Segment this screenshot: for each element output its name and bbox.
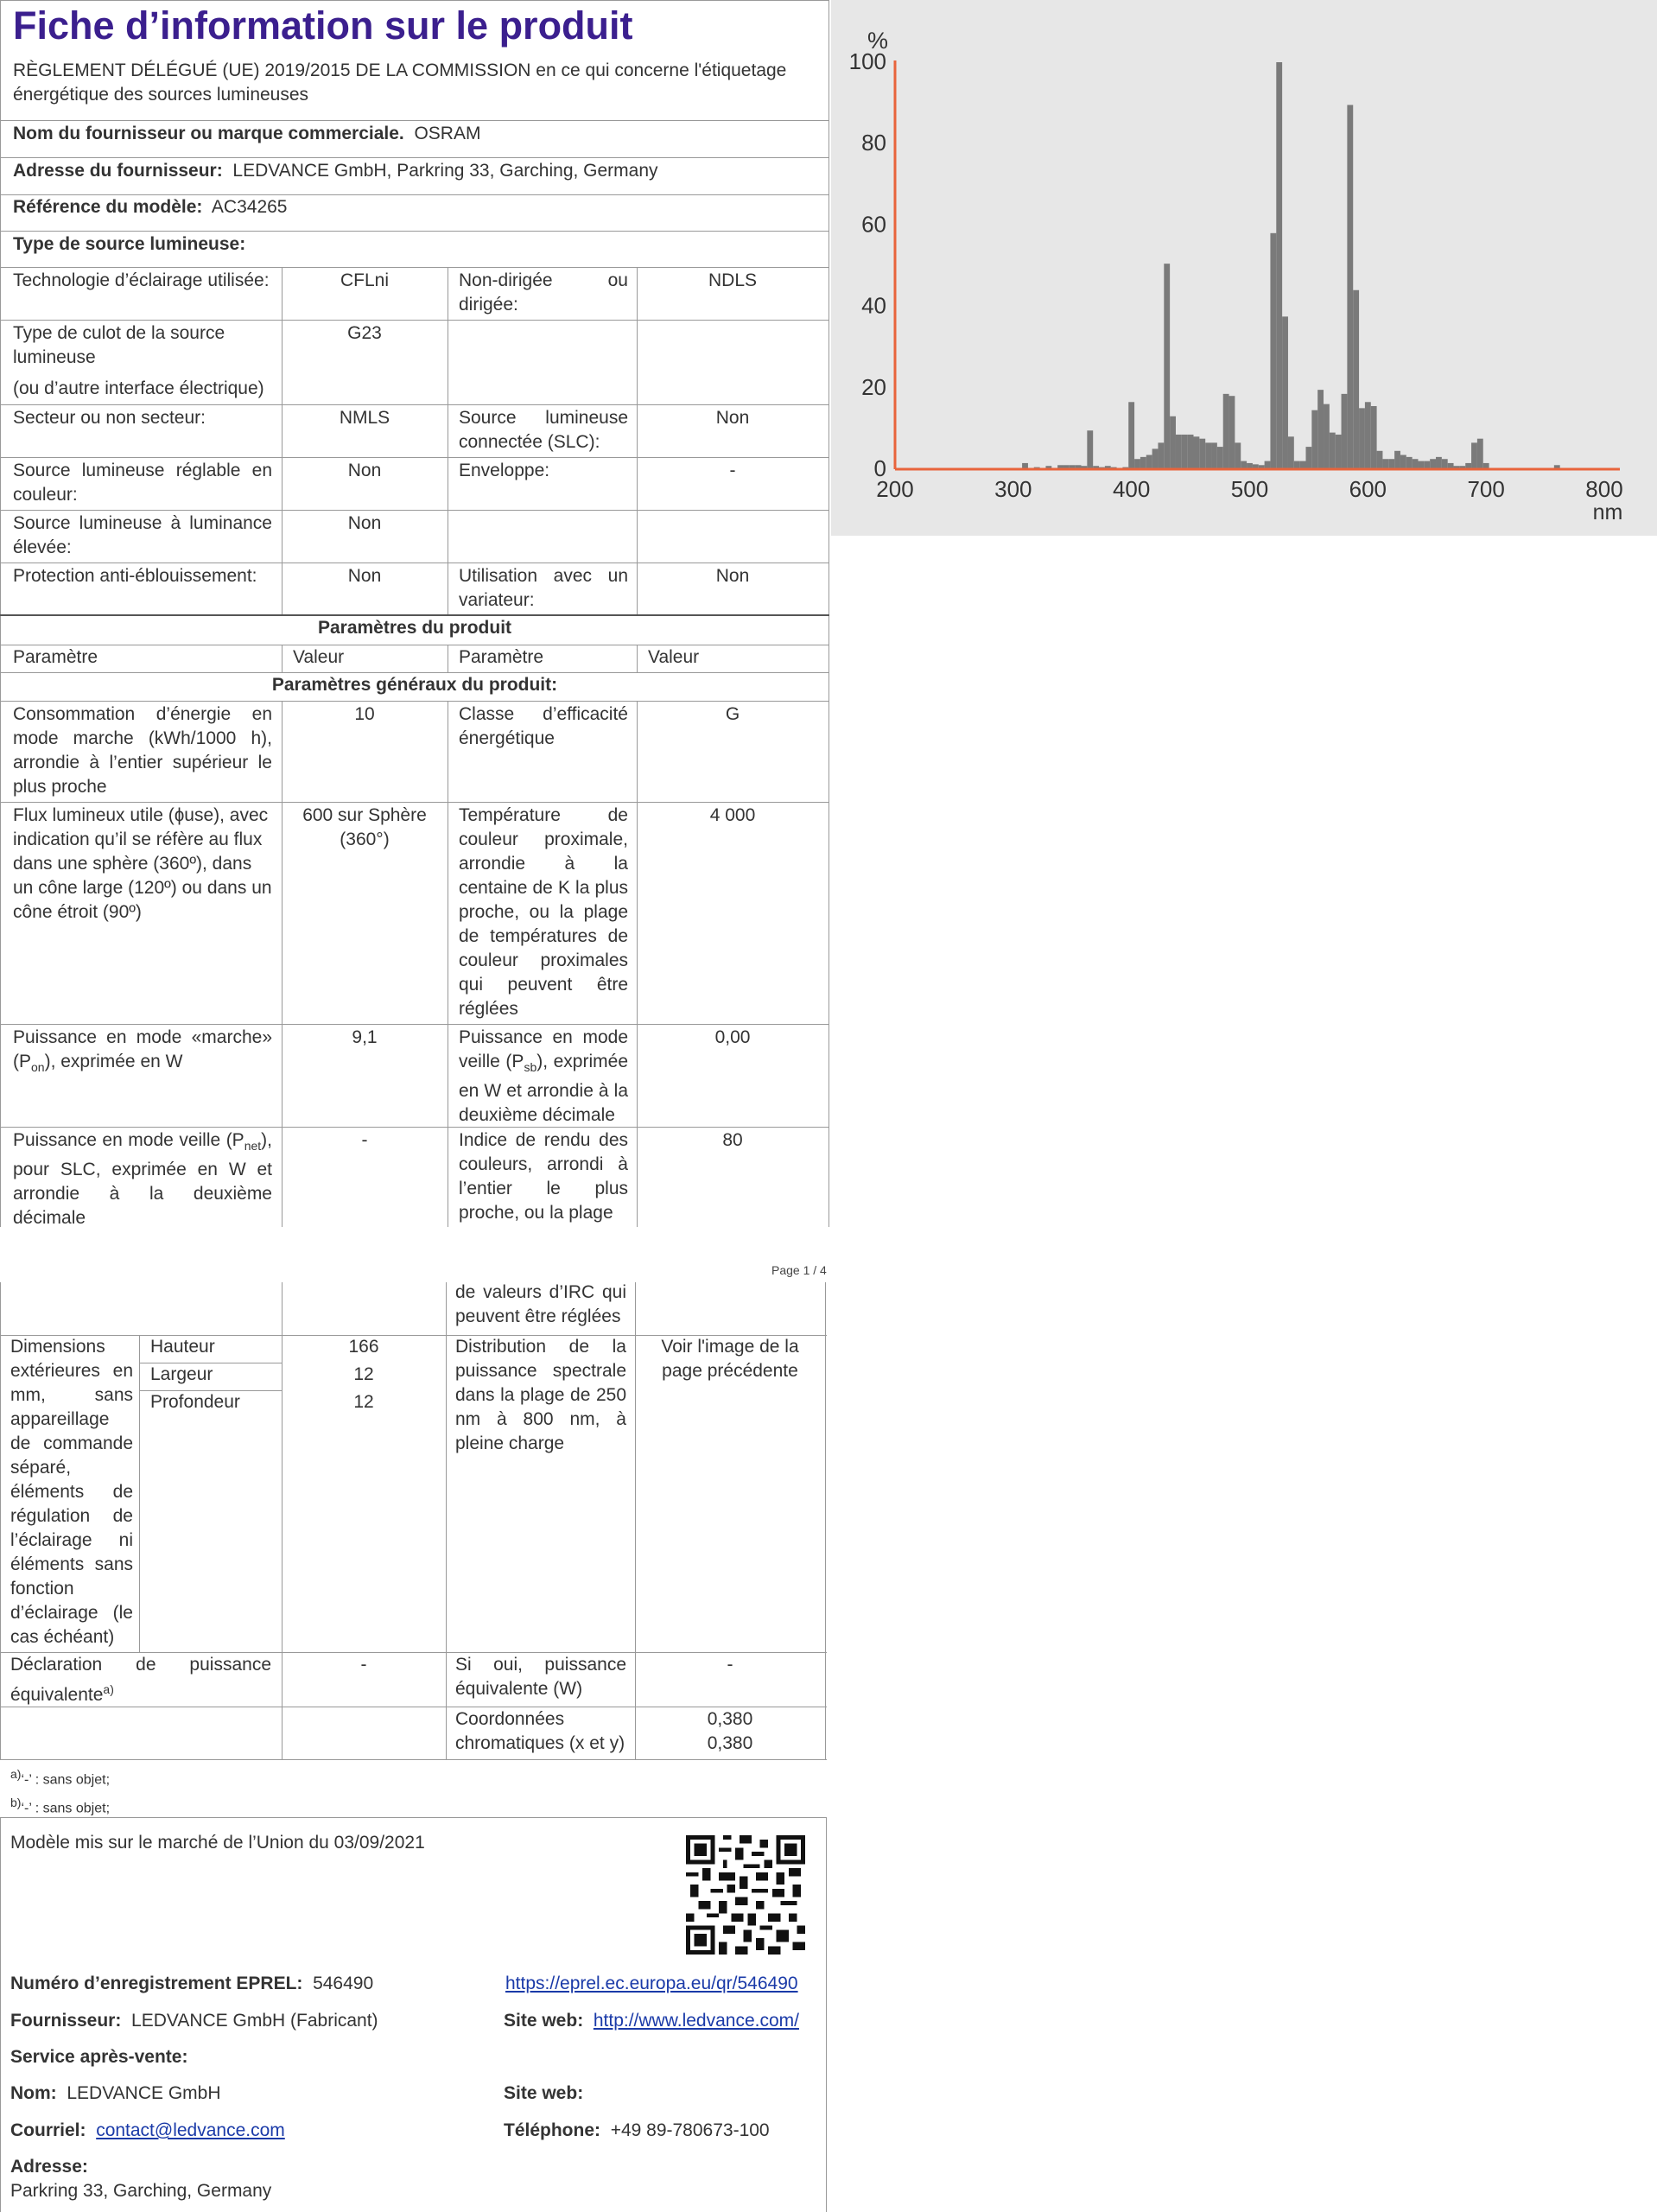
- supplier-name-label: Nom du fournisseur ou marque commerciale.: [13, 124, 404, 143]
- dimensions-label: Dimensions extérieures en mm, sans appareillage de commande séparé, éléments de régulation de l’éclairage ni éléments sans fonction d’éclairage (le cas échéant): [10, 1337, 133, 1647]
- x-tick-label: 400: [1112, 476, 1151, 502]
- depth-label: Profondeur: [150, 1392, 240, 1412]
- luminous-flux-label: Flux lumineux utile (ɸuse), avec indication qu’il se réfère au flux dans une sphère (360º), dans un cône large (120º) ou dans un cône étroit (90º): [13, 805, 272, 922]
- email-row: [10, 2119, 285, 2143]
- mains-value: NMLS: [339, 408, 390, 428]
- networked-standby-value: -: [361, 1130, 368, 1150]
- phone-label: Téléphone:: [504, 2120, 601, 2140]
- spectrum-bar: [1388, 459, 1394, 469]
- model-ref-label: Référence du modèle:: [13, 197, 203, 217]
- equivalent-power-label: Déclaration de puissance équivalente$^{a)}$: [10, 1655, 271, 1705]
- footnote-b: $^{b)}$‘-’ : sans objet;: [10, 1796, 111, 1816]
- spectrum-bar: [1176, 435, 1182, 469]
- spectrum-bar: [1205, 442, 1211, 469]
- directional-value: NDLS: [708, 270, 758, 290]
- qr-code: [686, 1835, 805, 1955]
- spectrum-bar: [1211, 442, 1217, 469]
- spectrum-bar: [1382, 459, 1388, 469]
- spectrum-bar: [1406, 457, 1413, 469]
- supplier-name-row: [13, 122, 480, 146]
- aftersales-heading: Service après-vente:: [10, 2047, 188, 2067]
- spectrum-bar: [1158, 442, 1164, 469]
- chromaticity-y: 0,380: [707, 1733, 753, 1753]
- service-name-value: LEDVANCE GmbH: [67, 2083, 221, 2103]
- spectrum-bar: [1288, 436, 1294, 469]
- energy-consumption-value: 10: [354, 704, 375, 724]
- light-source-type-heading: Type de source lumineuse:: [13, 234, 246, 254]
- mains-label: Secteur ou non secteur:: [13, 408, 206, 428]
- x-tick-label: 600: [1349, 476, 1387, 502]
- equivalent-watt-value: -: [727, 1655, 733, 1675]
- manufacturer-row: [10, 2009, 378, 2033]
- spectrum-bar: [1146, 455, 1152, 469]
- envelope-value: -: [729, 461, 736, 480]
- manufacturer-value: LEDVANCE GmbH (Fabricant): [131, 2011, 378, 2031]
- spectrum-bar: [1188, 435, 1194, 469]
- directional-label: Non-dirigée ou dirigée:: [459, 270, 628, 315]
- equivalent-power-value: -: [360, 1655, 367, 1675]
- high-luminance-value: Non: [347, 513, 382, 533]
- cri-value: 80: [722, 1130, 743, 1150]
- spectrum-bar: [1347, 105, 1353, 469]
- height-label: Hauteur: [150, 1337, 215, 1357]
- address-label: Adresse:: [10, 2157, 88, 2177]
- chromaticity-x: 0,380: [707, 1709, 753, 1729]
- networked-standby-label: Puissance en mode veille $(P_{net})$, pour SLC, exprimée en W et arrondie à la deuxième décimale: [13, 1130, 272, 1229]
- spectrum-bar: [1134, 459, 1140, 469]
- y-tick-label: 60: [861, 211, 886, 238]
- energy-consumption-label: Consommation d’énergie en mode marche (kWh/1000 h), arrondie à l’entier supérieur le plus proche: [13, 704, 272, 797]
- phone-row: [504, 2119, 770, 2143]
- title: Fiche d’information sur le produit: [13, 3, 633, 48]
- cap-type-label-2: (ou d’autre interface électrique): [13, 378, 264, 398]
- width-label: Largeur: [150, 1364, 213, 1384]
- spectrum-bar: [1330, 433, 1336, 469]
- y-tick-label: 20: [861, 373, 886, 400]
- service-name-label: Nom:: [10, 2083, 57, 2103]
- chromaticity-label: Coordonnées chromatiques (x et y): [455, 1709, 625, 1753]
- product-params-heading: Paramètres du produit: [317, 618, 512, 638]
- on-mode-power-value: 9,1: [352, 1027, 378, 1047]
- service-name-row: [10, 2082, 221, 2106]
- cct-value: 4 000: [709, 805, 756, 825]
- cap-type-value: G23: [347, 323, 382, 343]
- y-tick-label: 80: [861, 130, 886, 156]
- manufacturer-label: Fournisseur:: [10, 2011, 122, 2031]
- spectrum-bar: [1394, 451, 1400, 469]
- phone-value: +49 89-780673-100: [610, 2120, 770, 2140]
- col-header-value-1: Valeur: [293, 647, 345, 667]
- spectrum-bar: [1317, 390, 1324, 469]
- x-tick-label: 700: [1467, 476, 1505, 502]
- general-params-heading: Paramètres généraux du produit:: [271, 675, 558, 695]
- high-luminance-label: Source lumineuse à luminance élevée:: [13, 513, 272, 557]
- luminous-flux-value: 600 sur Sphère (360°): [302, 805, 427, 849]
- tunable-value: Non: [347, 461, 382, 480]
- spectrum-bar: [1311, 410, 1317, 469]
- model-ref-row: [13, 195, 288, 219]
- anti-glare-value: Non: [347, 566, 382, 586]
- y-tick-label: 40: [861, 292, 886, 319]
- cri-label: Indice de rendu des couleurs, arrondi à l’entier le plus proche, ou la plage: [459, 1130, 628, 1223]
- col-header-param-1: Paramètre: [13, 647, 98, 667]
- spectrum-bar: [1140, 457, 1146, 469]
- x-tick-label: 200: [876, 476, 914, 502]
- spectrum-bar: [1342, 394, 1348, 469]
- spectrum-bar: [1235, 442, 1241, 469]
- website-label: Site web:: [504, 2011, 584, 2031]
- email-link[interactable]: contact@ledvance.com: [96, 2120, 285, 2140]
- tech-value: CFLni: [340, 270, 390, 290]
- service-website-label: Site web:: [504, 2083, 584, 2103]
- spectrum-bar: [1436, 457, 1442, 469]
- tech-label: Technologie d’éclairage utilisée:: [13, 270, 270, 290]
- spectral-distribution-value: Voir l'image de la page précédente: [661, 1337, 799, 1381]
- y-tick-label: 0: [873, 455, 886, 481]
- spectrum-chart-panel: [831, 0, 1657, 536]
- col-header-value-2: Valeur: [648, 647, 700, 667]
- market-date: Modèle mis sur le marché de l’Union du 03/09/2021: [10, 1833, 425, 1853]
- eprel-label: Numéro d’enregistrement EPREL:: [10, 1974, 303, 1993]
- footnote-a: $^{a)}$‘-’ : sans objet;: [10, 1767, 111, 1788]
- spectrum-bar: [1128, 402, 1134, 469]
- spectrum-bar: [1371, 406, 1377, 469]
- spectrum-bar: [1477, 439, 1483, 469]
- efficiency-class-label: Classe d’efficacité énergétique: [459, 704, 628, 748]
- y-axis-label: %: [867, 28, 889, 54]
- supplier-address-label: Adresse du fournisseur:: [13, 161, 223, 181]
- tunable-label: Source lumineuse réglable en couleur:: [13, 461, 272, 505]
- spectrum-bar: [1087, 430, 1093, 469]
- supplier-address-value: LEDVANCE GmbH, Parkring 33, Garching, Germany: [232, 161, 658, 181]
- spectrum-bar: [1377, 451, 1383, 469]
- spectrum-bar: [1305, 447, 1311, 469]
- spectrum-bar: [1152, 448, 1159, 469]
- col-header-param-2: Paramètre: [459, 647, 544, 667]
- y-tick-label: 100: [848, 48, 886, 74]
- address-value: Parkring 33, Garching, Germany: [10, 2181, 272, 2201]
- dimmer-label: Utilisation avec un variateur:: [459, 566, 628, 610]
- cri-label-continued: de valeurs d’IRC qui peuvent être réglées: [455, 1282, 626, 1326]
- cap-type-label: Type de culot de la source lumineuse: [13, 323, 225, 367]
- spectrum-bar: [1164, 264, 1170, 469]
- standby-power-value: 0,00: [714, 1027, 751, 1047]
- spectrum-bar: [1270, 233, 1276, 469]
- spectrum-bar: [1336, 435, 1342, 469]
- cct-label: Température de couleur proximale, arrondie à la centaine de K la plus proche, ou la plage de températures de couleur proximales qui peuvent être réglées: [459, 805, 628, 1019]
- page-number: Page 1 / 4: [771, 1263, 827, 1277]
- connected-label: Source lumineuse connectée (SLC):: [459, 408, 628, 452]
- spectrum-bar: [1199, 439, 1205, 469]
- spectrum-bar: [1471, 442, 1477, 469]
- website-link[interactable]: http://www.ledvance.com/: [593, 2011, 799, 2031]
- spectrum-bar: [1413, 459, 1419, 469]
- dimmer-value: Non: [715, 566, 750, 586]
- supplier-name-value: OSRAM: [414, 124, 481, 143]
- spectrum-bar: [1217, 447, 1223, 469]
- spectrum-bar: [1229, 396, 1235, 469]
- spectrum-bar: [1359, 408, 1365, 469]
- model-ref-value: AC34265: [211, 197, 288, 217]
- spectrum-bar: [1400, 455, 1406, 469]
- eprel-value: 546490: [313, 1974, 374, 1993]
- height-value: 166: [348, 1337, 379, 1357]
- spectrum-bar: [1353, 290, 1359, 469]
- spectrum-bar: [1194, 436, 1200, 469]
- depth-value: 12: [353, 1392, 374, 1412]
- x-axis-label: nm: [1592, 500, 1623, 524]
- on-mode-power-label: Puissance en mode «marche» $(P_{on})$, exprimée en W: [13, 1027, 272, 1075]
- regulation-text: RÈGLEMENT DÉLÉGUÉ (UE) 2019/2015 DE LA COMMISSION en ce qui concerne l'étiquetage énergétique des sources lumineuses: [13, 60, 787, 105]
- spectrum-bar: [1276, 62, 1282, 469]
- email-label: Courriel:: [10, 2120, 86, 2140]
- spectrum-chart: [831, 0, 1657, 536]
- equivalent-watt-label: Si oui, puissance équivalente (W): [455, 1655, 626, 1699]
- spectrum-bar: [1170, 416, 1176, 469]
- width-value: 12: [353, 1364, 374, 1384]
- x-tick-label: 500: [1230, 476, 1269, 502]
- spectrum-bar: [1324, 404, 1330, 469]
- eprel-link[interactable]: https://eprel.ec.europa.eu/qr/546490: [505, 1974, 798, 1993]
- envelope-label: Enveloppe:: [459, 461, 550, 480]
- spectrum-bar: [1430, 459, 1436, 469]
- spectral-distribution-label: Distribution de la puissance spectrale dans la plage de 250 nm à 800 nm, à pleine charge: [455, 1337, 626, 1453]
- efficiency-class-value: G: [725, 704, 740, 724]
- spectrum-bar: [1365, 402, 1371, 469]
- x-tick-label: 300: [994, 476, 1032, 502]
- eprel-row: [10, 1972, 373, 1996]
- spectrum-bar: [1442, 459, 1448, 469]
- supplier-address-row: [13, 159, 658, 183]
- spectrum-bar: [1282, 316, 1288, 469]
- x-tick-label: 800: [1585, 476, 1623, 502]
- connected-value: Non: [715, 408, 750, 428]
- website-row: [504, 2009, 799, 2033]
- standby-power-label: Puissance en mode veille $(P_{sb})$, exprimée en W et arrondie à la deuxième décimale: [459, 1027, 628, 1126]
- anti-glare-label: Protection anti-éblouissement:: [13, 566, 257, 586]
- spectrum-bar: [1223, 394, 1229, 469]
- spectrum-bar: [1182, 435, 1188, 469]
